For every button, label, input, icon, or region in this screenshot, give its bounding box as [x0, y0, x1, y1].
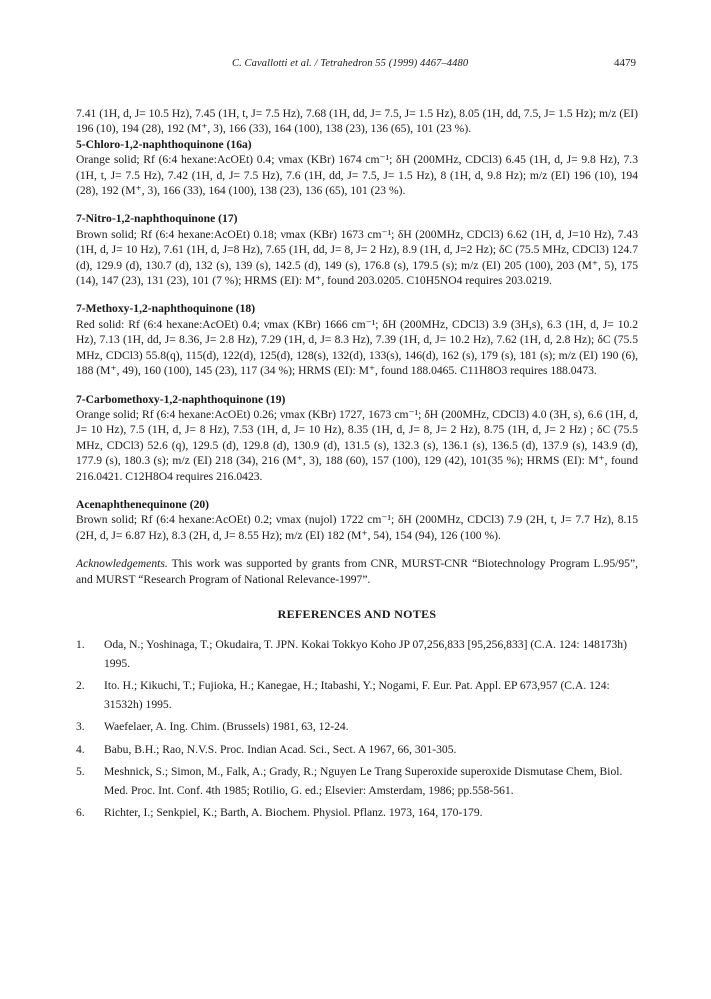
compound-title: 7-Methoxy-1,2-naphthoquinone (18)	[76, 302, 256, 316]
compound-data: Brown solid; Rf (6:4 hexane:AcOEt) 0.18; νmax (KBr) 1673 cm⁻¹; δH (200MHz, CDCl3) 6.62 (1H, d, J=10 Hz), 7.43 (1H, d, J= 10 Hz), 7.61 (1H, d, J=8 Hz), 7.65 (1H, dd, J= 8, J= 2 Hz), 8.9 (1H, d, J=2 Hz); δC (75.5 MHz, CDCl3) 124.7 (d), 129.9 (d), 130.7 (d), 132 (s), 139 (s), 142.5 (d), 149 (s), 176.8 (s), 179.5 (s); m/z (EI) 205 (100), 203 (M⁺, 5), 175 (14), 147 (23), 131 (23), 101 (7 %); HRMS (EI): M⁺, found 203.0205. C10H5NO4 requires 203.0219.	[76, 227, 638, 288]
reference-item	[76, 763, 638, 800]
acknowledgements	[76, 556, 638, 587]
acknowledgements-text: This work was supported by grants from CNR, MURST-CNR “Biotechnology Program L.95/95”, and MURST “Research Program of National Relevance-1997”.	[76, 557, 638, 586]
continued-paragraph: 7.41 (1H, d, J= 10.5 Hz), 7.45 (1H, t, J= 7.5 Hz), 7.68 (1H, dd, J= 7.5, J= 1.5 Hz), 8.05 (1H, dd, 7.5, J= 1.5 Hz); m/z (EI) 196 (10), 194 (28), 192 (M⁺, 3), 166 (33), 164 (100), 138 (23), 136 (65), 101 (23 %).	[76, 107, 638, 136]
reference-number: 1.	[76, 638, 85, 652]
compound-title: 7-Nitro-1,2-naphthoquinone (17)	[76, 212, 238, 226]
acknowledgements-lead: Acknowledgements.	[76, 557, 168, 571]
reference-number: 4.	[76, 742, 85, 756]
reference-text: Waefelaer, A. Ing. Chim. (Brussels) 1981, 63, 12-24.	[104, 720, 349, 734]
compound-title: Acenaphthenequinone (20)	[76, 497, 210, 511]
reference-text: Oda, N.; Yoshinaga, T.; Okudaira, T. JPN. Kokai Tokkyo Koho JP 07,256,833 [95,256,833] (C.A. 124: 148173h) 1995.	[104, 638, 627, 670]
reference-list	[76, 636, 638, 823]
reference-number: 5.	[76, 765, 85, 779]
compound-entry	[76, 211, 638, 288]
reference-item	[76, 804, 638, 823]
reference-text: Ito. H.; Kikuchi, T.; Fujioka, H.; Kanegae, H.; Itabashi, Y.; Nogami, F. Eur. Pat. Appl. EP 673,957 (C.A. 124: 31532h) 1995.	[104, 679, 610, 711]
compound-entry	[76, 301, 638, 378]
compound-entry	[76, 497, 638, 543]
page-number: 4479	[614, 57, 636, 69]
reference-text: Meshnick, S.; Simon, M., Falk, A.; Grady, R.; Nguyen Le Trang Superoxide superoxide Dismutase Chem, Biol. Med. Proc. Int. Conf. 4th 1985; Rotilio, G. ed.; Elsevier: Amsterdam, 1986; pp.558-561.	[104, 765, 623, 797]
reference-item	[76, 636, 638, 673]
reference-number: 6.	[76, 806, 85, 820]
compound-data: Red solid: Rf (6:4 hexane:AcOEt) 0.4; νmax (KBr) 1666 cm⁻¹; δH (200MHz, CDCl3) 3.9 (3H,s), 6.3 (1H, d, J= 10.2 Hz), 7.13 (1H, dd, J= 8.36, J= 2.8 Hz), 7.29 (1H, d, J= 8.3 Hz), 7.39 (1H, d, J= 10.2 Hz), 7.62 (1H, d, 2.8 Hz); δC (75.5 MHz, CDCl3) 55.8(q), 115(d), 122(d), 125(d), 128(s), 132(d), 133(s), 146(d), 162 (s), 179 (s), 181 (s); m/z (EI) 190 (6), 188 (M⁺, 49), 160 (100), 145 (23), 117 (34 %); HRMS (EI): M⁺, found 188.0465. C11H8O3 requires 188.0473.	[76, 317, 638, 378]
compound-title: 7-Carbomethoxy-1,2-naphthoquinone (19)	[76, 392, 286, 406]
reference-number: 2.	[76, 679, 85, 693]
reference-item	[76, 677, 638, 714]
compound-data: Orange solid; Rf (6:4 hexane:AcOEt) 0.26; νmax (KBr) 1727, 1673 cm⁻¹; δH (200MHz, CDCl3) 4.0 (3H, s), 6.6 (1H, d, J= 10 Hz), 7.5 (1H, d, J= 8 Hz), 7.53 (1H, d, J= 10 Hz), 8.35 (1H, d, J= 8, J= 2 Hz), 8.75 (1H, d, J= 2 Hz) ; δC (75.5 MHz, CDCl3) 52.6 (q), 129.5 (d), 129.8 (d), 130.9 (d), 131.5 (s), 132.3 (s), 136.1 (s), 136.5 (d), 137.9 (s), 143.9 (d), 177.9 (s), 180.3 (s); m/z (EI) 218 (34), 216 (M⁺, 3), 188 (60), 157 (100), 129 (42), 101(35 %); HRMS (EI): M⁺, found 216.0421. C12H8O4 requires 216.0423.	[76, 407, 638, 483]
compound-entry	[76, 392, 638, 484]
compound-data: Brown solid; Rf (6:4 hexane:AcOEt) 0.2; νmax (nujol) 1722 cm⁻¹; δH (200MHz, CDCl3) 7.9 (2H, t, J= 7.7 Hz), 8.15 (2H, d, J= 6.87 Hz), 8.3 (2H, d, J= 8.55 Hz); m/z (EI) 182 (M⁺, 54), 154 (94), 126 (100 %).	[76, 513, 638, 542]
compound-title: 5-Chloro-1,2-naphthoquinone (16a)	[76, 137, 252, 151]
page-body	[76, 106, 638, 827]
references-heading: REFERENCES AND NOTES	[277, 606, 437, 621]
reference-text: Richter, I.; Senkpiel, K.; Barth, A. Biochem. Physiol. Pflanz. 1973, 164, 170-179.	[104, 806, 483, 820]
compound-data: Orange solid; Rf (6:4 hexane:AcOEt) 0.4; νmax (KBr) 1674 cm⁻¹; δH (200MHz, CDCl3) 6.45 (1H, d, J= 9.8 Hz), 7.3 (1H, t, J= 7.5 Hz), 7.42 (1H, d, J= 7.5 Hz), 7.6 (1H, dd, J= 7.5, J= 1.5 Hz), 8 (1H, d, 9.8 Hz); m/z (EI) 196 (10), 194 (28), 192 (M⁺, 3), 166 (33), 164 (100), 138 (23), 136 (65), 101 (23 %).	[76, 153, 638, 198]
reference-text: Babu, B.H.; Rao, N.V.S. Proc. Indian Acad. Sci., Sect. A 1967, 66, 301-305.	[104, 742, 457, 756]
running-head: C. Cavallotti et al. / Tetrahedron 55 (1999) 4467–4480	[232, 58, 469, 69]
compound-entry	[76, 137, 638, 199]
reference-item	[76, 741, 638, 760]
reference-number: 3.	[76, 720, 85, 734]
reference-item	[76, 718, 638, 737]
